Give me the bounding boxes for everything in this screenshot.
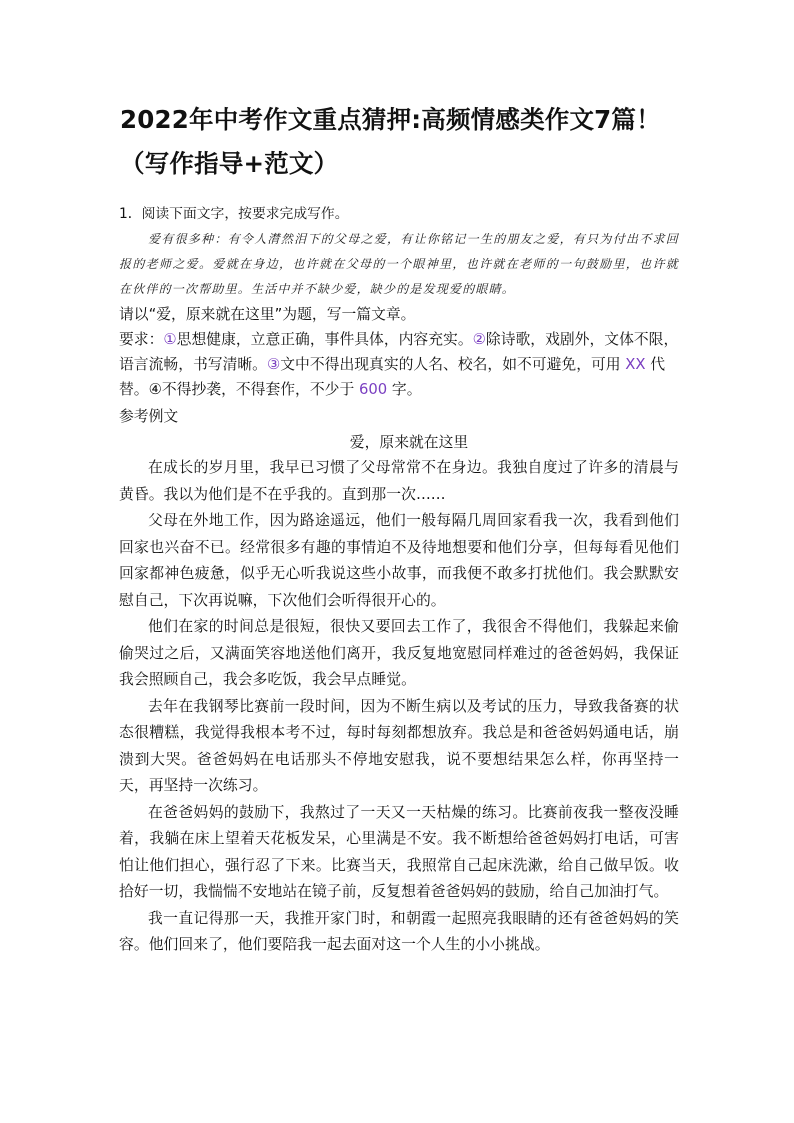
req-4-text-end: 字。 [391, 381, 422, 398]
req-4-text: 不得抄袭，不得套作，不少于 [161, 381, 355, 398]
req-4-number: ④ [148, 381, 162, 398]
essay-title: 爱，原来就在这里 [349, 434, 469, 451]
essay-paragraph: 在成长的岁月里，我早已习惯了父母常常不在身边。我独自度过了许多的清晨与黄昏。我以为他们是不在乎我的。直到那一次…… [119, 459, 679, 503]
req-1-number: ① [163, 331, 177, 348]
essay-paragraph: 在爸爸妈妈的鼓励下，我熬过了一天又一天枯燥的练习。比赛前夜我一整夜没睡着，我躺在床上望着天花板发呆，心里满是不安。我不断想给爸爸妈妈打电话，可害怕让他们担心，强行忍了下来。比赛当天，我照常自己起床洗漱，给自己做早饭。收拾好一切，我惴惴不安地站在镜子前，反复想着爸爸妈妈的鼓励，给自己加油打气。 [119, 803, 679, 900]
question-number: 1．阅读下面文字，按要求完成写作。 [119, 206, 349, 222]
req-3-code: XX [620, 356, 651, 373]
req-3-text: 文中不得出现真实的人名、校名，如不可避免，可用 [280, 356, 621, 373]
req-2-text: 除诗歌，戏剧外，文体不限，语言流畅，书写清晰。 [119, 331, 679, 373]
requirements [119, 327, 679, 402]
req-4-count: 600 [354, 381, 392, 398]
essay-paragraph: 去年在我钢琴比赛前一段时间，因为不断生病以及考试的压力，导致我备赛的状态很糟糕，我觉得我根本考不过，每时每刻都想放弃。我总是和爸爸妈妈通电话，崩溃到大哭。爸爸妈妈在电话那头不停地安慰我，说不要想结果怎么样，你再坚持一天，再坚持一次练习。 [119, 697, 679, 794]
req-3-number: ③ [266, 356, 281, 373]
page-title: 2022年中考作文重点猜押:高频情感类作文7篇！（写作指导+范文） [120, 105, 661, 178]
essay-paragraph: 父母在外地工作，因为路途遥远，他们一般每隔几周回家看我一次，我看到他们回家也兴奋不已。经常很多有趣的事情迫不及待地想要和他们分享，但每每看见他们回家都神色疲惫，似乎无心听我说这些小故事，而我便不敢多打扰他们。我会默默安慰自己，下次再说嘛，下次他们会听得很开心的。 [119, 512, 679, 609]
req-3-text-end: 代替。 [119, 356, 666, 398]
passage-text: 爱有很多种：有令人潸然泪下的父母之爱，有让你铭记一生的朋友之爱，有只为付出不求回报的老师之爱。爱就在身边，也许就在父母的一个眼神里，也许就在老师的一句鼓励里，也许就在伙伴的一次帮助里。生活中并不缺少爱，缺少的是发现爱的眼睛。 [119, 232, 679, 296]
req-2-number: ② [472, 331, 486, 348]
question-passage [119, 227, 679, 302]
req-1-text: 思想健康，立意正确，事件具体，内容充实。 [176, 331, 473, 348]
writing-prompt: 请以“爱，原来就在这里”为题，写一篇文章。 [119, 306, 416, 323]
document-body [119, 204, 679, 959]
sample-essay-label: 参考例文 [119, 408, 179, 425]
requirements-prefix: 要求： [119, 331, 164, 348]
essay-paragraph: 他们在家的时间总是很短，很快又要回去工作了，我很舍不得他们，我躲起来偷偷哭过之后，又满面笑容地送他们离开，我反复地宽慰同样难过的爸爸妈妈，我保证我会照顾自己，我会多吃饭，我会早点睡觉。 [119, 618, 679, 688]
essay-paragraph: 我一直记得那一天，我推开家门时，和朝霞一起照亮我眼睛的还有爸爸妈妈的笑容。他们回来了，他们要陪我一起去面对这一个人生的小小挑战。 [119, 909, 679, 953]
